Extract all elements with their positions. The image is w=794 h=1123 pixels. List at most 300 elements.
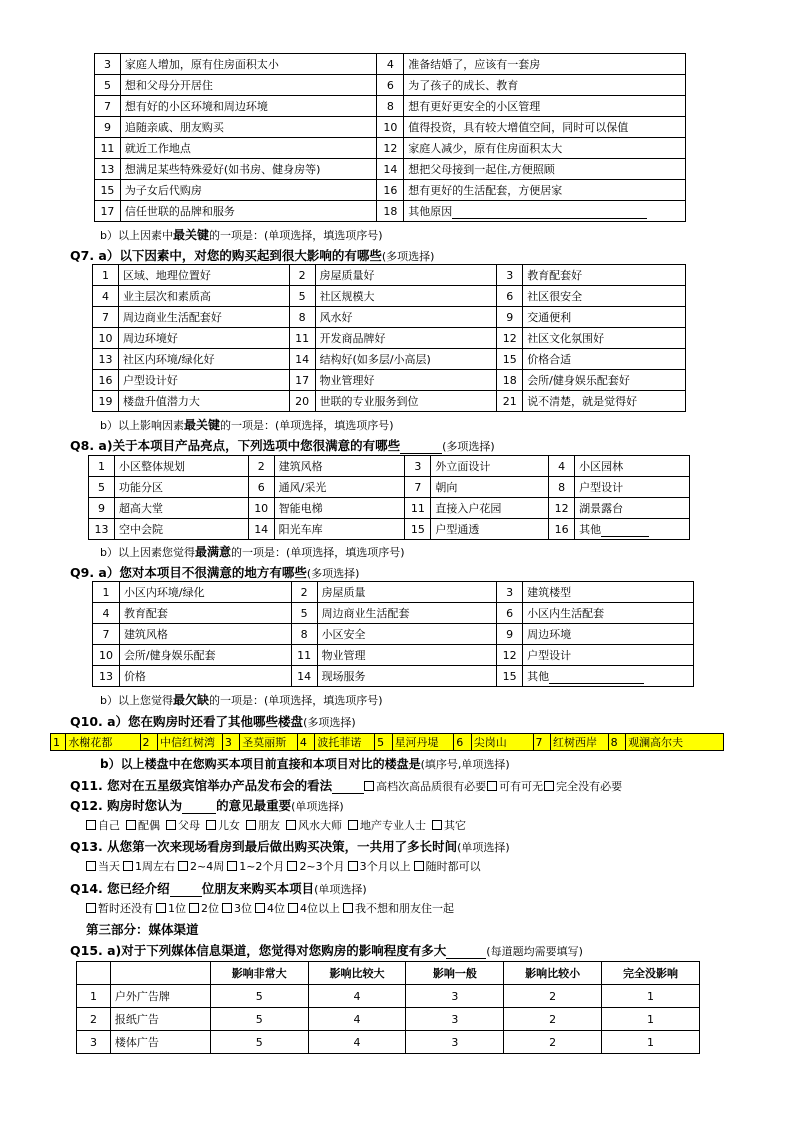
building-number: 4 [297, 734, 314, 751]
score-cell[interactable]: 5 [210, 985, 308, 1008]
option-number: 13 [93, 349, 119, 370]
score-cell[interactable]: 3 [406, 1008, 504, 1031]
option-number: 14 [248, 519, 274, 540]
option-label: 智能电梯 [274, 498, 405, 519]
q14-blank[interactable] [170, 884, 202, 897]
option-number: 16 [377, 180, 404, 201]
option-number: 14 [291, 666, 317, 687]
option-label: 4位 [267, 902, 285, 915]
table-row [77, 1008, 700, 1031]
building-number: 7 [533, 734, 550, 751]
column-header: 影响一般 [406, 962, 504, 985]
option-label: 建筑风格 [119, 624, 291, 645]
score-cell[interactable]: 3 [406, 985, 504, 1008]
building-name: 观澜高尔夫 [626, 734, 724, 751]
building-name: 圣莫丽斯 [240, 734, 298, 751]
checkbox-icon[interactable] [178, 861, 188, 871]
other-blank[interactable] [601, 525, 649, 537]
option-checkbox-item[interactable] [348, 819, 426, 832]
q12-line: Q12. 购房时您认为 的意见最重要(单项选择) [70, 798, 344, 813]
option-number: 7 [93, 624, 120, 645]
option-number: 14 [289, 349, 315, 370]
building-name: 中信红树湾 [157, 734, 222, 751]
option-number: 11 [289, 328, 315, 349]
option-number: 9 [497, 624, 523, 645]
option-label: 社区内环境/绿化好 [118, 349, 289, 370]
q9-options-table [92, 581, 694, 687]
option-label: 社区规模大 [315, 286, 497, 307]
option-label: 父母 [178, 819, 200, 832]
q7-options-table [92, 264, 686, 412]
q12-blank[interactable] [182, 801, 216, 814]
empty-cell [77, 962, 111, 985]
checkbox-icon[interactable] [189, 903, 199, 913]
checkbox-icon[interactable] [487, 781, 497, 791]
option-row [95, 96, 686, 117]
checkbox-icon[interactable] [343, 903, 353, 913]
header-row [77, 962, 700, 985]
option-number: 8 [289, 307, 315, 328]
q12-options [86, 817, 472, 833]
option-label: 区域、地理位置好 [118, 265, 289, 286]
option-label: 家庭人增加，原有住房面积太小 [120, 54, 377, 75]
checkbox-icon[interactable] [432, 820, 442, 830]
option-number: 2 [248, 456, 274, 477]
checkbox-icon[interactable] [86, 861, 96, 871]
option-checkbox-item[interactable] [227, 860, 284, 873]
checkbox-icon[interactable] [287, 861, 297, 871]
option-checkbox-item[interactable] [86, 902, 153, 915]
option-label: 小区内环境/绿化 [119, 582, 291, 603]
option-row [93, 286, 686, 307]
option-number: 4 [377, 54, 404, 75]
q14-options [86, 900, 457, 916]
option-label: 户型通透 [431, 519, 549, 540]
option-row [95, 138, 686, 159]
column-header: 影响比较大 [308, 962, 406, 985]
other-blank[interactable] [452, 207, 647, 219]
option-row [89, 519, 690, 540]
option-checkbox-item[interactable] [286, 819, 342, 832]
option-label: 当天 [98, 860, 120, 873]
option-row [93, 307, 686, 328]
option-label: 想把父母接到一起住,方便照顾 [404, 159, 686, 180]
checkbox-icon[interactable] [206, 820, 216, 830]
option-row [95, 180, 686, 201]
option-checkbox-item[interactable] [255, 902, 285, 915]
option-row [93, 624, 694, 645]
option-checkbox-item[interactable] [222, 902, 252, 915]
option-label: 会所/健身娱乐配套好 [523, 370, 686, 391]
option-number: 12 [377, 138, 404, 159]
option-checkbox-item[interactable] [287, 860, 344, 873]
option-label: 儿女 [218, 819, 240, 832]
q6-b-line: b）以上因素中最关键的一项是：(单项选择，填选项序号) [100, 228, 383, 242]
option-number: 2 [289, 265, 315, 286]
option-label: 交通便利 [523, 307, 686, 328]
option-number: 10 [377, 117, 404, 138]
score-cell[interactable]: 2 [504, 1008, 602, 1031]
option-number: 3 [95, 54, 121, 75]
q9-title: Q9. a）您对本项目不很满意的地方有哪些(多项选择) [70, 565, 360, 580]
option-label: 户型设计 [575, 477, 690, 498]
score-cell[interactable]: 4 [308, 985, 406, 1008]
option-number: 3 [497, 265, 523, 286]
score-cell[interactable]: 1 [602, 1008, 700, 1031]
other-blank[interactable] [549, 672, 644, 684]
q11-blank[interactable] [332, 781, 364, 794]
option-label: 房屋质量好 [315, 265, 497, 286]
row-number: 1 [77, 985, 111, 1008]
building-number: 2 [140, 734, 157, 751]
option-checkbox-item[interactable] [487, 780, 543, 793]
option-label: 小区整体规划 [114, 456, 248, 477]
option-row [95, 159, 686, 180]
option-checkbox-item[interactable] [86, 819, 120, 832]
option-label: 随时都可以 [425, 860, 481, 873]
option-label: 户型设计好 [118, 370, 289, 391]
score-cell[interactable]: 4 [308, 1031, 406, 1054]
option-row [89, 477, 690, 498]
option-number: 15 [95, 180, 121, 201]
option-label: 1位 [168, 902, 186, 915]
option-checkbox-item[interactable] [156, 902, 186, 915]
option-label: 追随亲戚、朋友购买 [120, 117, 377, 138]
media-label: 楼体广告 [110, 1031, 210, 1054]
option-number: 12 [497, 645, 523, 666]
score-cell[interactable]: 4 [308, 1008, 406, 1031]
option-number: 21 [497, 391, 523, 412]
option-number: 10 [93, 328, 119, 349]
option-label: 风水好 [315, 307, 497, 328]
option-row [93, 265, 686, 286]
option-label: 楼盘升值潜力大 [118, 391, 289, 412]
option-checkbox-item[interactable] [126, 819, 160, 832]
option-number: 12 [497, 328, 523, 349]
option-number: 15 [405, 519, 431, 540]
checkbox-icon[interactable] [123, 861, 133, 871]
option-label: 1~2个月 [239, 860, 285, 873]
q14-line: Q14. 您已经介绍 位朋友来购买本项目(单项选择) [70, 881, 367, 896]
option-label: 2位 [201, 902, 219, 915]
option-number: 12 [549, 498, 575, 519]
option-number: 11 [95, 138, 121, 159]
option-label: 信任世联的品牌和服务 [120, 201, 377, 222]
q10-buildings-table [50, 733, 724, 751]
option-checkbox-item[interactable] [364, 780, 486, 793]
option-label: 教育配套好 [523, 265, 686, 286]
q15-title: Q15. a)对于下列媒体信息渠道，您觉得对您购房的影响程度有多大 (每道题均需要填写) [70, 943, 583, 958]
option-row [93, 370, 686, 391]
media-label: 户外广告牌 [110, 985, 210, 1008]
q10-title: Q10. a）您在购房时还看了其他哪些楼盘(多项选择) [70, 714, 356, 729]
checkbox-icon[interactable] [414, 861, 424, 871]
option-label: 说不清楚，就是觉得好 [523, 391, 686, 412]
option-label: 社区文化氛围好 [523, 328, 686, 349]
option-number: 16 [549, 519, 575, 540]
option-label: 高档次高品质很有必要 [376, 780, 487, 793]
option-row [93, 328, 686, 349]
option-row [89, 498, 690, 519]
option-label: 开发商品牌好 [315, 328, 497, 349]
option-row [93, 645, 694, 666]
option-checkbox-item[interactable] [544, 780, 622, 793]
option-number: 13 [93, 666, 120, 687]
score-cell[interactable]: 2 [504, 985, 602, 1008]
option-number: 4 [93, 603, 120, 624]
option-label: 朝向 [431, 477, 549, 498]
option-checkbox-item[interactable] [348, 860, 411, 873]
q6-options-table [94, 53, 686, 222]
column-header: 完全没影响 [602, 962, 700, 985]
option-label: 其它 [444, 819, 466, 832]
option-label: 社区很安全 [523, 286, 686, 307]
q7-title: Q7. a）以下因素中，对您的购买起到很大影响的有哪些(多项选择) [70, 248, 435, 263]
checkbox-icon[interactable] [222, 903, 232, 913]
option-label: 直接入户花园 [431, 498, 549, 519]
option-checkbox-item[interactable] [414, 860, 481, 873]
option-number: 13 [89, 519, 115, 540]
option-number: 8 [549, 477, 575, 498]
score-cell[interactable]: 1 [602, 1031, 700, 1054]
option-number: 5 [89, 477, 115, 498]
option-label: 周边环境好 [118, 328, 289, 349]
q15-blank[interactable] [446, 946, 486, 959]
option-label: 世联的专业服务到位 [315, 391, 497, 412]
option-label: 就近工作地点 [120, 138, 377, 159]
building-number: 8 [608, 734, 625, 751]
option-label: 自己 [98, 819, 120, 832]
option-number: 14 [377, 159, 404, 180]
option-label: 可有可无 [499, 780, 544, 793]
option-label: 朋友 [258, 819, 280, 832]
option-label: 完全没有必要 [556, 780, 623, 793]
option-label: 其他 [575, 519, 690, 540]
option-label: 超高大堂 [114, 498, 248, 519]
option-row [93, 349, 686, 370]
option-number: 19 [93, 391, 119, 412]
option-label: 湖景露台 [575, 498, 690, 519]
building-number: 3 [222, 734, 239, 751]
option-number: 16 [93, 370, 119, 391]
option-row [93, 582, 694, 603]
option-checkbox-item[interactable] [123, 860, 175, 873]
option-label: 周边商业生活配套好 [118, 307, 289, 328]
checkbox-icon[interactable] [348, 820, 358, 830]
option-label: 空中会院 [114, 519, 248, 540]
option-label: 地产专业人士 [360, 819, 426, 832]
option-checkbox-item[interactable] [86, 860, 120, 873]
building-name: 波托菲诺 [315, 734, 375, 751]
option-checkbox-item[interactable] [246, 819, 280, 832]
row-number: 2 [77, 1008, 111, 1031]
building-name: 红树西岸 [551, 734, 609, 751]
q8-b-line: b）以上因素您觉得最满意的一项是：(单项选择，填选项序号) [100, 545, 405, 559]
option-checkbox-item[interactable] [432, 819, 466, 832]
option-label: 阳光车库 [274, 519, 405, 540]
option-label: 想有更好的生活配套，方便居家 [404, 180, 686, 201]
option-label: 风水大师 [298, 819, 342, 832]
q7-b-line: b）以上影响因素最关键的一项是：(单项选择，填选项序号) [100, 418, 394, 432]
option-label: 物业管理 [317, 645, 497, 666]
media-label: 报纸广告 [110, 1008, 210, 1031]
option-label: 业主层次和素质高 [118, 286, 289, 307]
option-number: 17 [95, 201, 121, 222]
checkbox-icon[interactable] [348, 861, 358, 871]
option-checkbox-item[interactable] [288, 902, 340, 915]
q8-options-table [88, 455, 690, 540]
option-number: 10 [93, 645, 120, 666]
checkbox-icon[interactable] [156, 903, 166, 913]
option-label: 小区安全 [317, 624, 497, 645]
option-label: 其他原因 [404, 201, 686, 222]
score-cell[interactable]: 5 [210, 1031, 308, 1054]
option-number: 6 [248, 477, 274, 498]
option-row [95, 75, 686, 96]
checkbox-icon[interactable] [86, 820, 96, 830]
option-row [93, 391, 686, 412]
option-number: 7 [95, 96, 121, 117]
option-label: 小区内生活配套 [523, 603, 694, 624]
option-number: 1 [93, 582, 120, 603]
option-number: 15 [497, 349, 523, 370]
option-number: 2 [291, 582, 317, 603]
option-label: 值得投资，具有较大增值空间，同时可以保值 [404, 117, 686, 138]
option-label: 小区园林 [575, 456, 690, 477]
score-cell[interactable]: 3 [406, 1031, 504, 1054]
option-label: 想和父母分开居住 [120, 75, 377, 96]
option-number: 5 [95, 75, 121, 96]
option-number: 3 [497, 582, 523, 603]
option-label: 户型设计 [523, 645, 694, 666]
option-number: 7 [93, 307, 119, 328]
table-row [77, 1031, 700, 1054]
q9-b-line: b）以上您觉得最欠缺的一项是：(单项选择，填选项序号) [100, 693, 383, 707]
q15-media-table [76, 961, 700, 1054]
option-checkbox-item[interactable] [178, 860, 224, 873]
building-number: 6 [454, 734, 471, 751]
option-number: 7 [405, 477, 431, 498]
option-label: 想有更好更安全的小区管理 [404, 96, 686, 117]
table-row [77, 985, 700, 1008]
option-row [93, 603, 694, 624]
option-number: 15 [497, 666, 523, 687]
option-number: 6 [377, 75, 404, 96]
option-label: 2~4周 [190, 860, 225, 873]
option-label: 配偶 [138, 819, 160, 832]
q10-b-line: b）以上楼盘中在您购买本项目前直接和本项目对比的楼盘是(填序号,单项选择) [100, 757, 510, 771]
option-number: 9 [95, 117, 121, 138]
checkbox-icon[interactable] [227, 861, 237, 871]
option-label: 通风/采光 [274, 477, 405, 498]
option-checkbox-item[interactable] [343, 902, 454, 915]
option-label: 价格 [119, 666, 291, 687]
part3-heading: 第三部分：媒体渠道 [86, 922, 199, 937]
option-label: 建筑楼型 [523, 582, 694, 603]
option-label: 价格合适 [523, 349, 686, 370]
option-label: 会所/健身娱乐配套 [119, 645, 291, 666]
option-number: 1 [89, 456, 115, 477]
checkbox-icon[interactable] [544, 781, 554, 791]
building-name: 星河丹堤 [392, 734, 454, 751]
column-header: 影响比较小 [504, 962, 602, 985]
option-label: 准备结婚了，应该有一套房 [404, 54, 686, 75]
empty-cell [110, 962, 210, 985]
checkbox-icon[interactable] [286, 820, 296, 830]
option-number: 18 [377, 201, 404, 222]
option-label: 现场服务 [317, 666, 497, 687]
checkbox-icon[interactable] [166, 820, 176, 830]
option-label: 为子女后代购房 [120, 180, 377, 201]
option-label: 周边环境 [523, 624, 694, 645]
option-number: 5 [291, 603, 317, 624]
option-label: 为了孩子的成长、教育 [404, 75, 686, 96]
option-row [95, 117, 686, 138]
option-label: 我不想和朋友住一起 [355, 902, 454, 915]
q11-line: Q11. 您对在五星级宾馆举办产品发布会的看法 高档次高品质很有必要 可有可无 完全没有必要 [70, 778, 623, 793]
score-cell[interactable]: 1 [602, 985, 700, 1008]
row-number: 3 [77, 1031, 111, 1054]
checkbox-icon[interactable] [246, 820, 256, 830]
checkbox-icon[interactable] [364, 781, 374, 791]
option-label: 结构好(如多层/小高层) [315, 349, 497, 370]
option-number: 3 [405, 456, 431, 477]
option-label: 建筑风格 [274, 456, 405, 477]
option-number: 6 [497, 603, 523, 624]
option-number: 4 [549, 456, 575, 477]
checkbox-icon[interactable] [255, 903, 265, 913]
option-label: 2~3个月 [299, 860, 345, 873]
q13-line: Q13. 从您第一次来现场看房到最后做出购买决策，一共用了多长时间(单项选择) [70, 839, 510, 854]
option-checkbox-item[interactable] [166, 819, 200, 832]
option-number: 5 [289, 286, 315, 307]
option-number: 11 [405, 498, 431, 519]
option-number: 1 [93, 265, 119, 286]
option-number: 10 [248, 498, 274, 519]
option-label: 想有好的小区环境和周边环境 [120, 96, 377, 117]
option-number: 4 [93, 286, 119, 307]
column-header: 影响非常大 [210, 962, 308, 985]
option-label: 周边商业生活配套 [317, 603, 497, 624]
option-checkbox-item[interactable] [189, 902, 219, 915]
option-number: 13 [95, 159, 121, 180]
option-label: 其他 [523, 666, 694, 687]
checkbox-icon[interactable] [288, 903, 298, 913]
option-label: 3位 [234, 902, 252, 915]
score-cell[interactable]: 5 [210, 1008, 308, 1031]
option-label: 暂时还没有 [98, 902, 153, 915]
option-row [93, 666, 694, 687]
option-label: 外立面设计 [431, 456, 549, 477]
option-label: 4位以上 [300, 902, 340, 915]
option-number: 6 [497, 286, 523, 307]
q8-blank[interactable] [400, 441, 442, 454]
option-row [95, 54, 686, 75]
option-label: 房屋质量 [317, 582, 497, 603]
option-label: 想满足某些特殊爱好(如书房、健身房等) [120, 159, 377, 180]
option-label: 功能分区 [114, 477, 248, 498]
checkbox-icon[interactable] [126, 820, 136, 830]
building-name: 水榭花都 [66, 734, 140, 751]
checkbox-icon[interactable] [86, 903, 96, 913]
option-checkbox-item[interactable] [206, 819, 240, 832]
option-number: 18 [497, 370, 523, 391]
option-number: 8 [377, 96, 404, 117]
building-number: 5 [375, 734, 392, 751]
building-number: 1 [51, 734, 66, 751]
option-number: 17 [289, 370, 315, 391]
score-cell[interactable]: 2 [504, 1031, 602, 1054]
